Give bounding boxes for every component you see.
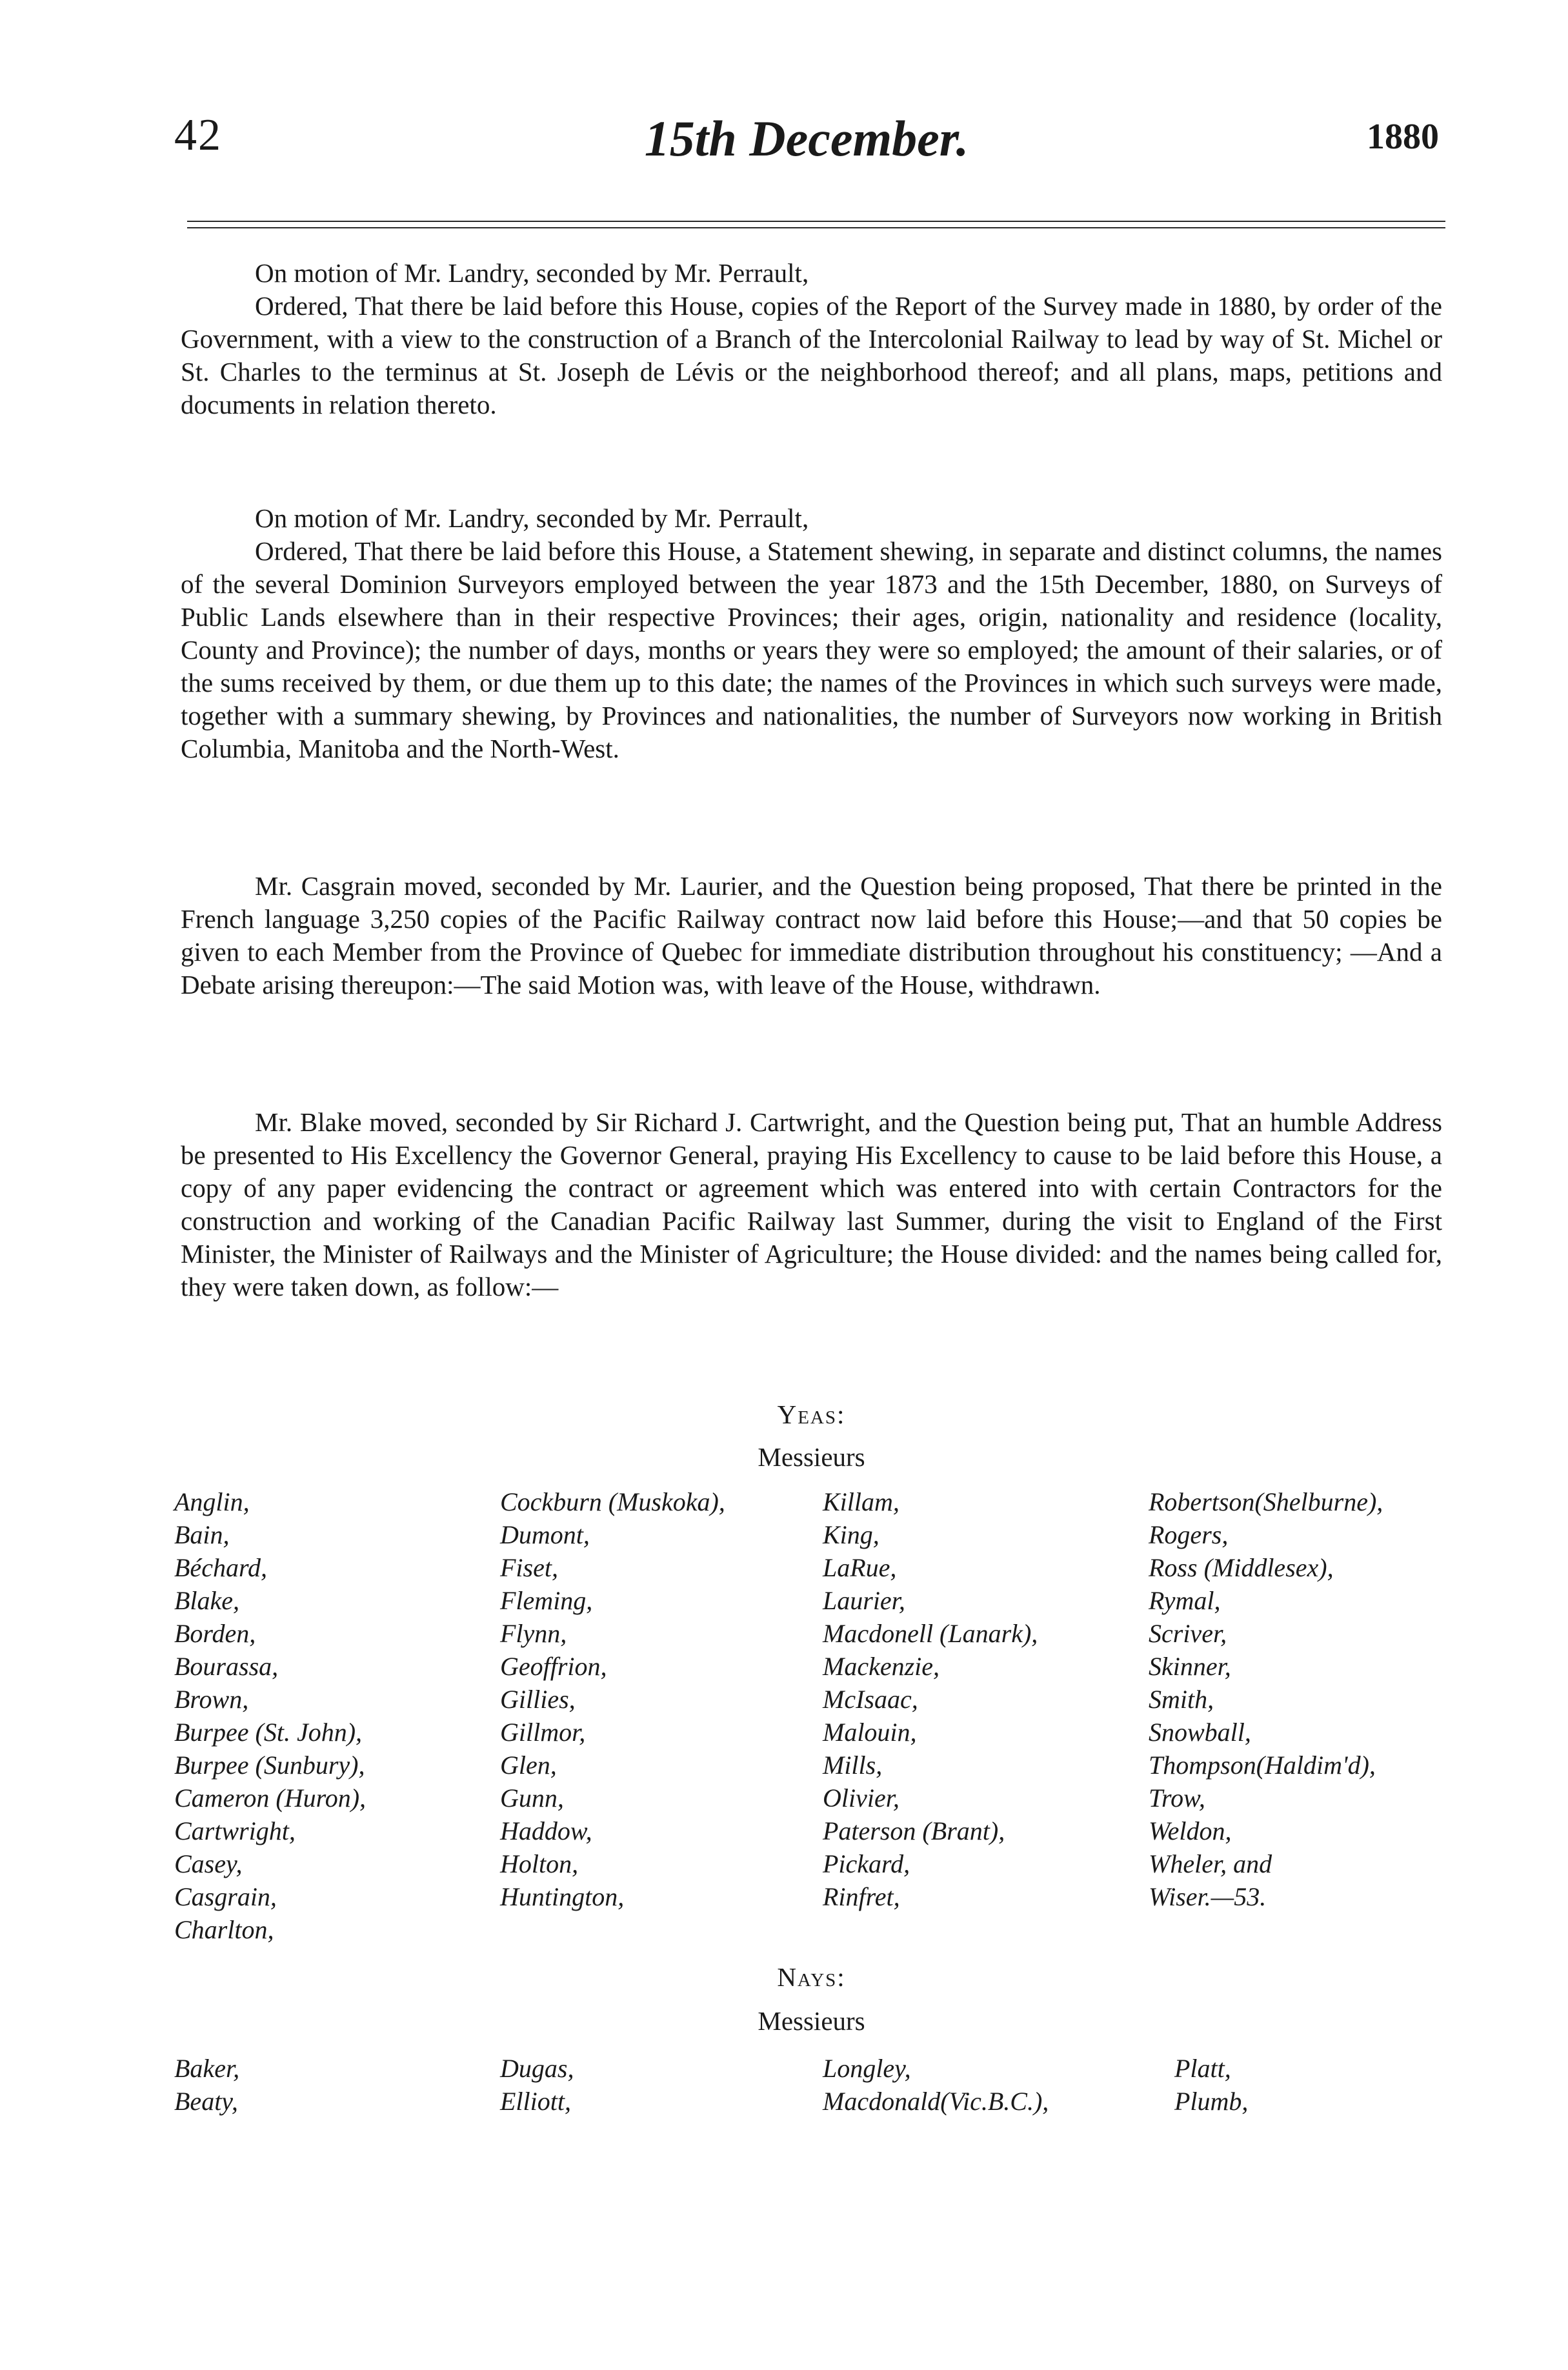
header-rule-bottom xyxy=(187,227,1445,228)
member-name: Olivier, xyxy=(823,1783,900,1813)
member-name: Gillies, xyxy=(500,1685,576,1714)
member-name: Bourassa, xyxy=(174,1652,279,1681)
member-name: Longley, xyxy=(823,2054,911,2083)
member-name: Wheler, and xyxy=(1149,1849,1272,1878)
yeas-subheading: Messieurs xyxy=(758,1442,865,1472)
member-name: Rymal, xyxy=(1149,1586,1221,1615)
motion-body: Mr. Blake moved, seconded by Sir Richard J. Cartwright, and the Question being put, That an humble Address be presented to His Excellency the Governor General, praying His Excellency to cause to be laid before this House, a copy of any paper evidencing the contract or agreement which was entered into with certain Contractors for the construction and working of the Canadian Pacific Railway last Summer, during the visit to England of the First Minister, the Minister of Railways and the Minister of Agriculture; the House divided: and the names being called for, they were taken down, as follow:— xyxy=(181,1107,1442,1301)
member-name: Mackenzie, xyxy=(823,1652,940,1681)
member-name: Beaty, xyxy=(174,2087,238,2116)
member-name: Gillmor, xyxy=(500,1718,586,1747)
page-header xyxy=(174,110,1439,187)
member-name: Macdonell (Lanark), xyxy=(823,1619,1038,1648)
nays-column-2 xyxy=(500,2052,823,2118)
member-name: Smith, xyxy=(1149,1685,1214,1714)
member-name: Scriver, xyxy=(1149,1619,1227,1648)
member-name: Anglin, xyxy=(174,1487,250,1516)
member-name: King, xyxy=(823,1520,879,1549)
yeas-column-3 xyxy=(823,1485,1149,1946)
yeas-column-1 xyxy=(174,1485,500,1946)
member-name: LaRue, xyxy=(823,1553,897,1582)
yeas-column-2 xyxy=(500,1485,823,1946)
member-name: Holton, xyxy=(500,1849,579,1878)
member-name: Wiser.—53. xyxy=(1149,1882,1267,1911)
member-name: Casey, xyxy=(174,1849,243,1878)
member-name: Weldon, xyxy=(1149,1816,1232,1845)
member-name: Robertson(Shelburne), xyxy=(1149,1487,1383,1516)
header-rule-top xyxy=(187,221,1445,222)
member-name: Rinfret, xyxy=(823,1882,900,1911)
nays-column-1 xyxy=(174,2052,500,2118)
motion-lead: On motion of Mr. Landry, seconded by Mr. Perrault, xyxy=(255,258,809,288)
motion-paragraph-3 xyxy=(181,870,1442,1001)
nays-subheading: Messieurs xyxy=(758,2006,865,2036)
motion-body: Mr. Casgrain moved, seconded by Mr. Laurier, and the Question being proposed, That there be printed in the French language 3,250 copies of the Pacific Railway contract now laid before this House;—and that 50 copies be given to each Member from the Province of Quebec for immediate distribution throughout his constituency; —And a Debate arising thereupon:—The said Motion was, with leave of the House, withdrawn. xyxy=(181,871,1442,999)
member-name: Huntington, xyxy=(500,1882,625,1911)
member-name: Macdonald(Vic.B.C.), xyxy=(823,2087,1049,2116)
member-name: Casgrain, xyxy=(174,1882,277,1911)
page-year: 1880 xyxy=(1367,117,1439,157)
member-name: Platt, xyxy=(1174,2054,1231,2083)
yeas-column-4 xyxy=(1149,1485,1449,1946)
member-name: Bain, xyxy=(174,1520,230,1549)
member-name: Geoffrion, xyxy=(500,1652,607,1681)
member-name: Ross (Middlesex), xyxy=(1149,1553,1334,1582)
motion-paragraph-2 xyxy=(181,502,1442,765)
page-number: 42 xyxy=(174,110,222,160)
page-date: 15th December. xyxy=(644,110,969,166)
nays-column-3 xyxy=(823,2052,1149,2118)
member-name: Blake, xyxy=(174,1586,240,1615)
member-name: Fleming, xyxy=(500,1586,593,1615)
member-name: Gunn, xyxy=(500,1783,564,1813)
member-name: Skinner, xyxy=(1149,1652,1231,1681)
member-name: Snowball, xyxy=(1149,1718,1251,1747)
member-name: Glen, xyxy=(500,1751,557,1780)
member-name: Killam, xyxy=(823,1487,900,1516)
member-name: Mills, xyxy=(823,1751,883,1780)
member-name: Elliott, xyxy=(500,2087,571,2116)
nays-heading: Nays: xyxy=(777,1962,846,1992)
member-name: Borden, xyxy=(174,1619,256,1648)
motion-paragraph-1 xyxy=(181,257,1442,421)
member-name: Dumont, xyxy=(500,1520,590,1549)
nays-list xyxy=(174,2052,1449,2118)
member-name: Cartwright, xyxy=(174,1816,296,1845)
member-name: Fiset, xyxy=(500,1553,558,1582)
member-name: McIsaac, xyxy=(823,1685,918,1714)
yeas-list xyxy=(174,1485,1449,1946)
member-name: Cameron (Huron), xyxy=(174,1783,367,1813)
member-name: Burpee (Sunbury), xyxy=(174,1751,365,1780)
member-name: Charlton, xyxy=(174,1915,274,1944)
member-name: Béchard, xyxy=(174,1553,268,1582)
member-name: Dugas, xyxy=(500,2054,574,2083)
member-name: Baker, xyxy=(174,2054,240,2083)
member-name: Paterson (Brant), xyxy=(823,1816,1005,1845)
member-name: Pickard, xyxy=(823,1849,910,1878)
member-name: Trow, xyxy=(1149,1783,1205,1813)
motion-paragraph-4 xyxy=(181,1106,1442,1303)
member-name: Laurier, xyxy=(823,1586,905,1615)
motion-lead: On motion of Mr. Landry, seconded by Mr. Perrault, xyxy=(255,503,809,533)
yeas-heading: Yeas: xyxy=(777,1400,846,1429)
motion-body: Ordered, That there be laid before this House, a Statement shewing, in separate and distinct columns, the names of the several Dominion Surveyors employed between the year 1873 and the 15th December, 1880, on Surveys of Public Lands elsewhere than in their respective Provinces; their ages, origin, nationality and residence (locality, County and Province); the number of days, months or years they were so employed; the amount of their salaries, or of the sums received by them, or due them up to this date; the names of the Provinces in which such surveys were made, together with a summary shewing, by Provinces and nationalities, the number of Surveyors now working in British Columbia, Manitoba and the North-West. xyxy=(181,536,1442,763)
member-name: Malouin, xyxy=(823,1718,917,1747)
member-name: Burpee (St. John), xyxy=(174,1718,363,1747)
nays-column-4 xyxy=(1149,2052,1449,2118)
motion-body: Ordered, That there be laid before this House, copies of the Report of the Survey made in 1880, by order of the Government, with a view to the construction of a Branch of the Intercolonial Railway to lead by way of St. Michel or St. Charles to the terminus at St. Joseph de Lévis or the neighborhood thereof; and all plans, maps, petitions and documents in relation thereto. xyxy=(181,291,1442,419)
member-name: Rogers, xyxy=(1149,1520,1229,1549)
member-name: Flynn, xyxy=(500,1619,567,1648)
member-name: Haddow, xyxy=(500,1816,592,1845)
member-name: Plumb, xyxy=(1174,2087,1249,2116)
member-name: Brown, xyxy=(174,1685,249,1714)
member-name: Thompson(Haldim'd), xyxy=(1149,1751,1376,1780)
member-name: Cockburn (Muskoka), xyxy=(500,1487,725,1516)
